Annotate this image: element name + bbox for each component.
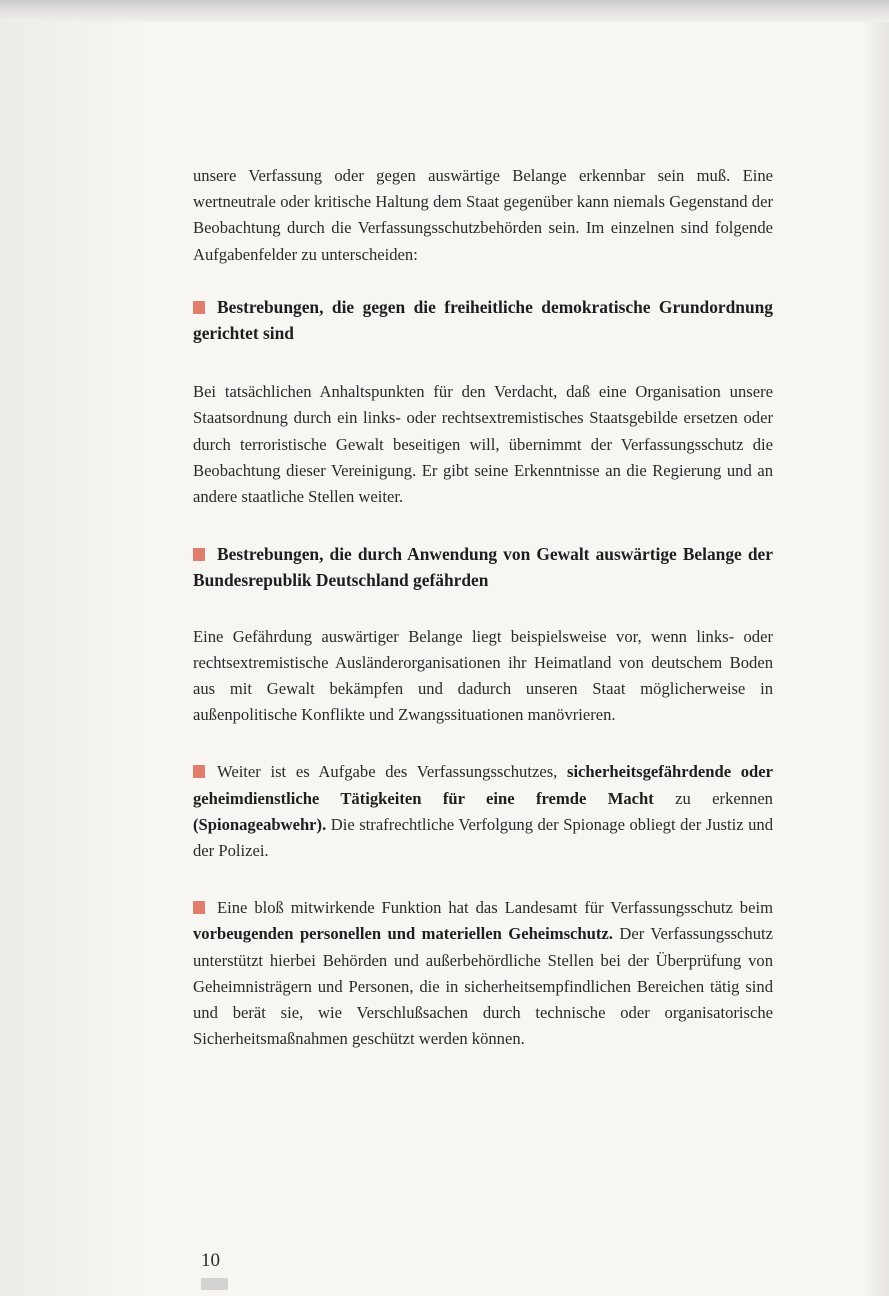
square-bullet-icon <box>193 901 205 914</box>
scan-top-shadow <box>0 0 889 22</box>
paragraph-text: Eine bloß mitwirkende Funktion hat das Landesamt für Verfassungsschutz beim <box>217 898 773 918</box>
section-paragraph-foreign-interests: Eine Gefährdung auswärtiger Belange liegt beispielsweise vor, wenn links- oder rechtsextremistische Ausländerorganisationen ihr Heimatland von deutschem Boden aus mit Gewalt bekämpfen und dadurch unseren Staat möglicherweise in außenpolitische Konflikte und Zwangssituationen manövrieren. <box>193 626 773 725</box>
page-number-mark <box>201 1278 228 1290</box>
section-heading-text: Bestrebungen, die gegen die freiheitliche demokratische Grundordnung gerichtet sind <box>193 296 773 344</box>
page-number: 10 <box>201 1250 220 1271</box>
bold-phrase: vorbeugenden personellen und materiellen Geheimschutz. <box>193 924 613 944</box>
section-heading-foreign-interests <box>193 541 773 593</box>
bold-phrase: sicherheitsgefährdende oder geheimdienstliche Tätigkeiten für eine fremde Macht <box>193 762 773 808</box>
scan-left-shadow <box>0 22 150 1296</box>
square-bullet-icon <box>193 765 205 778</box>
paragraph-text: zu erkennen <box>653 788 773 808</box>
paragraph-text: Weiter ist es Aufgabe des Verfassungsschutzes, <box>217 762 567 782</box>
intro-paragraph: unsere Verfassung oder gegen auswärtige Belange erkennbar sein muß. Eine wertneutrale oder kritische Haltung dem Staat gegenüber kann niemals Gegenstand der Beobachtung durch die Verfassungsschutzbehörden sein. Im einzelnen sind folgende Aufgabenfelder zu unterscheiden: <box>193 166 773 264</box>
section-paragraph-secrecy-protection <box>193 895 773 1052</box>
paragraph-text: Die strafrechtliche Verfolgung der Spionage obliegt der Justiz und der Polizei. <box>193 814 773 861</box>
section-paragraph-fdgo: Bei tatsächlichen Anhaltspunkten für den Verdacht, daß eine Organisation unsere Staatsordnung durch ein links- oder rechtsextremistisches Staatsgebilde ersetzen oder durch terroristische Gewalt beseitigen will, übernimmt der Verfassungsschutz die Beobachtung dieser Vereinigung. Er gibt seine Erkenntnisse an die Regierung und an andere staatliche Stellen weiter. <box>193 382 773 507</box>
page-content <box>193 163 773 1052</box>
paragraph-text: Der Verfassungsschutz unterstützt hierbei Behörden und außerbehördliche Stellen bei der Überprüfung von Geheimnisträgern und Personen, die in sicherheitsempfindlichen Bereichen tätig sind und berät sie, wie Verschlußsachen durch technische oder organisatorische Sicherheitsmaßnahmen geschützt werden können. <box>193 924 773 1049</box>
section-paragraph-counterintelligence <box>193 759 773 864</box>
bold-phrase: (Spionageabwehr). <box>193 814 327 834</box>
section-heading-text: Bestrebungen, die durch Anwendung von Gewalt auswärtige Belange der Bundesrepublik Deutschland gefährden <box>193 544 773 591</box>
section-heading-fdgo <box>193 294 773 346</box>
scan-right-shadow <box>863 22 889 1296</box>
square-bullet-icon <box>193 548 205 561</box>
square-bullet-icon <box>193 301 205 314</box>
